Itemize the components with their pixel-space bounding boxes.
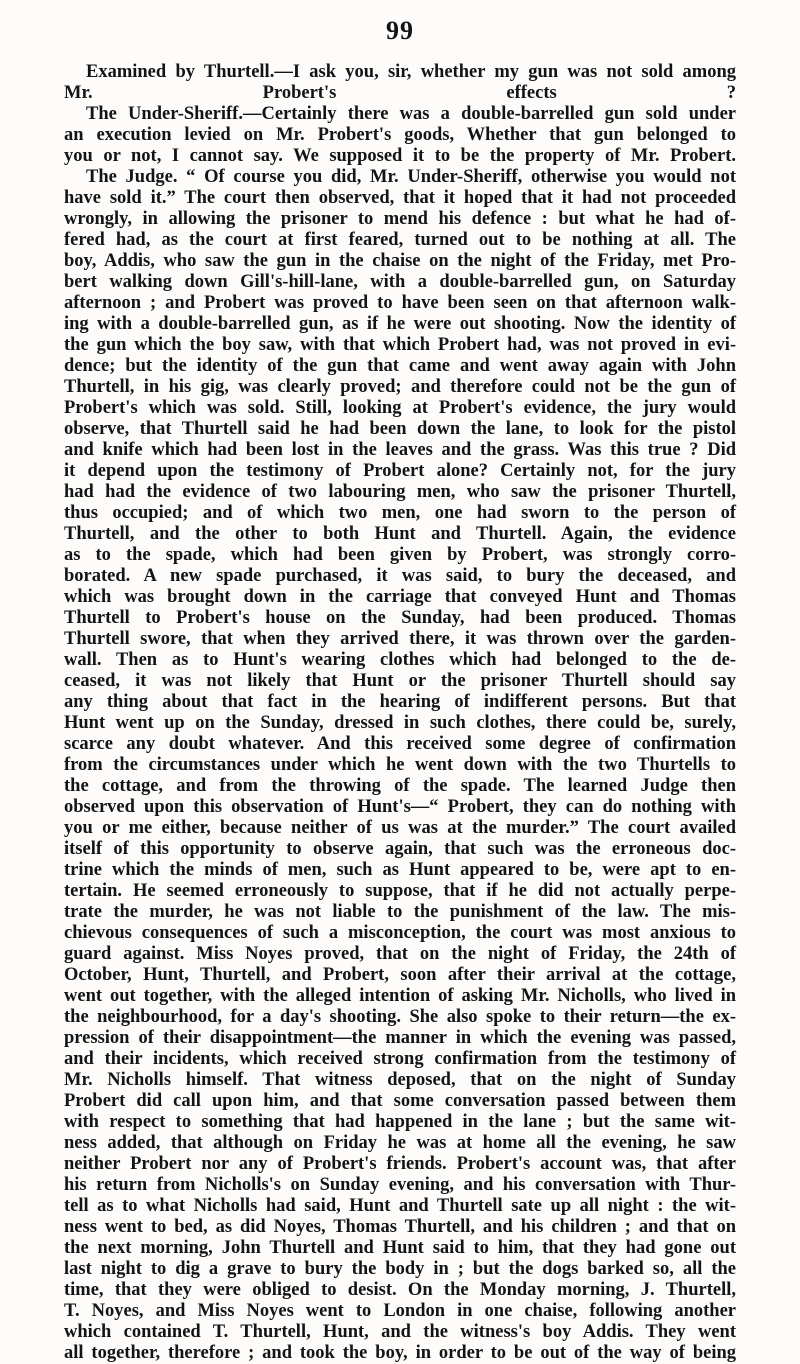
text-line: Probert's which was sold. Still, looking at Probert's evidence, the jury would [64,398,736,418]
text-line: ness went to bed, as did Noyes, Thomas Thurtell, and his children ; and that on [64,1217,736,1237]
text-line: Thurtell to Probert's house on the Sunday, had been produced. Thomas [64,608,736,628]
text-line: ing with a double-barrelled gun, as if he were out shooting. Now the identity of [64,314,736,334]
text-line: ceased, it was not likely that Hunt or the prisoner Thurtell should say [64,671,736,691]
text-line: with respect to something that had happened in the lane ; but the same wit- [64,1112,736,1132]
body-text [64,62,736,1364]
text-line: guard against. Miss Noyes proved, that on the night of Friday, the 24th of [64,944,736,964]
text-line: tell as to what Nicholls had said, Hunt and Thurtell sate up all night : the wit- [64,1196,736,1216]
text-line: afternoon ; and Probert was proved to have been seen on that afternoon walk- [64,293,736,313]
text-line: Mr. Probert's effects ? [64,83,736,103]
text-line: The Under-Sheriff.—Certainly there was a double-barrelled gun sold under [86,104,736,124]
text-line: trate the murder, he was not liable to the punishment of the law. The mis- [64,902,736,922]
text-line: chievous consequences of such a misconception, the court was most anxious to [64,923,736,943]
text-line: from the circumstances under which he went down with the two Thurtells to [64,755,736,775]
text-line: wrongly, in allowing the prisoner to mend his defence : but what he had of- [64,209,736,229]
text-line: thus occupied; and of which two men, one had sworn to the person of [64,503,736,523]
page-number: 99 [386,16,414,45]
text-line: Thurtell swore, that when they arrived there, it was thrown over the garden- [64,629,736,649]
text-line: had had the evidence of two labouring men, who saw the prisoner Thurtell, [64,482,736,502]
text-line: The Judge. “ Of course you did, Mr. Under-Sheriff, otherwise you would not [86,167,736,187]
text-line: bert walking down Gill's-hill-lane, with a double-barrelled gun, on Saturday [64,272,736,292]
text-line: last night to dig a grave to bury the body in ; but the dogs barked so, all the [64,1259,736,1279]
text-line: Thurtell, and the other to both Hunt and Thurtell. Again, the evidence [64,524,736,544]
text-line: October, Hunt, Thurtell, and Probert, soon after their arrival at the cottage, [64,965,736,985]
text-line: which was brought down in the carriage that conveyed Hunt and Thomas [64,587,736,607]
text-line: ness added, that although on Friday he was at home all the evening, he saw [64,1133,736,1153]
text-line: Thurtell, in his gig, was clearly proved; and therefore could not be the gun of [64,377,736,397]
text-line: as to the spade, which had been given by Probert, was strongly corro- [64,545,736,565]
text-line: time, that they were obliged to desist. On the Monday morning, J. Thurtell, [64,1280,736,1300]
text-line: Probert did call upon him, and that some conversation passed between them [64,1091,736,1111]
text-line: his return from Nicholls's on Sunday evening, and his conversation with Thur- [64,1175,736,1195]
text-line: dence; but the identity of the gun that came and went away again with John [64,356,736,376]
text-line: you or me either, because neither of us was at the murder.” The court availed [64,818,736,838]
text-line: T. Noyes, and Miss Noyes went to London in one chaise, following another [64,1301,736,1321]
text-line: any thing about that fact in the hearing of indifferent persons. But that [64,692,736,712]
text-line: an execution levied on Mr. Probert's goods, Whether that gun belonged to [64,125,736,145]
text-line: Examined by Thurtell.—I ask you, sir, whether my gun was not sold among [86,62,736,82]
text-line: it depend upon the testimony of Probert alone? Certainly not, for the jury [64,461,736,481]
text-line: itself of this opportunity to observe again, that such was the erroneous doc- [64,839,736,859]
text-line: which contained T. Thurtell, Hunt, and the witness's boy Addis. They went [64,1322,736,1342]
text-line: all together, therefore ; and took the boy, in order to be out of the way of being [64,1343,736,1363]
text-line: tertain. He seemed erroneously to suppose, that if he did not actually perpe- [64,881,736,901]
text-line: wall. Then as to Hunt's wearing clothes which had belonged to the de- [64,650,736,670]
text-line: and their incidents, which received strong confirmation from the testimony of [64,1049,736,1069]
text-line: Hunt went up on the Sunday, dressed in such clothes, there could be, surely, [64,713,736,733]
text-line: scarce any doubt whatever. And this received some degree of confirmation [64,734,736,754]
text-line: borated. A new spade purchased, it was said, to bury the deceased, and [64,566,736,586]
text-line: the neighbourhood, for a day's shooting. She also spoke to their return—the ex- [64,1007,736,1027]
text-line: fered had, as the court at first feared, turned out to be nothing at all. The [64,230,736,250]
text-line: boy, Addis, who saw the gun in the chaise on the night of the Friday, met Pro- [64,251,736,271]
text-line: observe, that Thurtell said he had been down the lane, to look for the pistol [64,419,736,439]
text-line: the cottage, and from the throwing of the spade. The learned Judge then [64,776,736,796]
text-line: have sold it.” The court then observed, that it hoped that it had not proceeded [64,188,736,208]
text-line: the gun which the boy saw, with that which Probert had, was not proved in evi- [64,335,736,355]
text-line: Mr. Nicholls himself. That witness deposed, that on the night of Sunday [64,1070,736,1090]
text-line: you or not, I cannot say. We supposed it to be the property of Mr. Probert. [64,146,736,166]
text-line: observed upon this observation of Hunt's—“ Probert, they can do nothing with [64,797,736,817]
text-line: trine which the minds of men, such as Hunt appeared to be, were apt to en- [64,860,736,880]
text-line: neither Probert nor any of Probert's friends. Probert's account was, that after [64,1154,736,1174]
text-line: the next morning, John Thurtell and Hunt said to him, that they had gone out [64,1238,736,1258]
text-line: went out together, with the alleged intention of asking Mr. Nicholls, who lived in [64,986,736,1006]
text-line: pression of their disappointment—the manner in which the evening was passed, [64,1028,736,1048]
text-line: and knife which had been lost in the leaves and the grass. Was this true ? Did [64,440,736,460]
